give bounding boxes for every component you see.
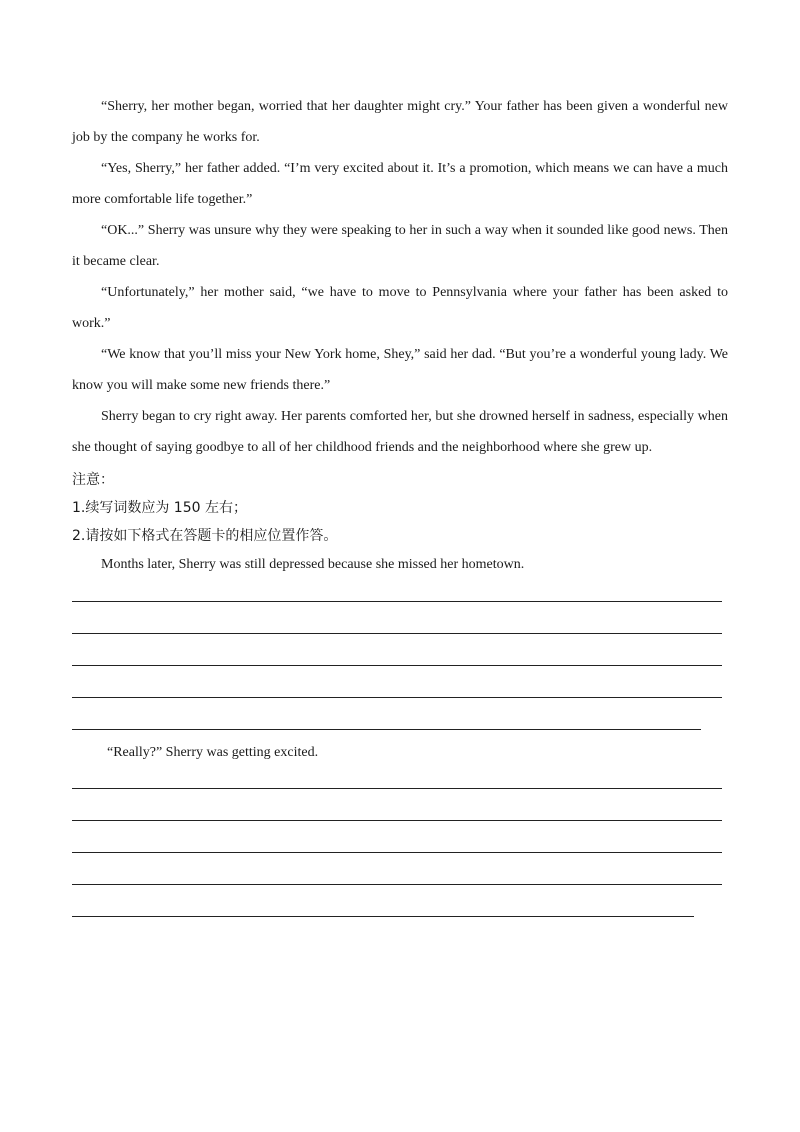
story-paragraph-3: “OK...” Sherry was unsure why they were speaking to her in such a way when it sounded like good news. Then it became clear. xyxy=(72,223,728,269)
answer-line-3[interactable] xyxy=(72,665,722,666)
story-paragraph-1: “Sherry, her mother began, worried that her daughter might cry.” Your father has been given a wonderful new job by the company he works for. xyxy=(72,99,728,145)
answer-line-10[interactable] xyxy=(72,916,694,917)
story-paragraph-5: “We know that you’ll miss your New York home, Shey,” said her dad. “But you’re a wonderful young lady. We know you will make some new friends there.” xyxy=(72,347,728,393)
answer-line-4[interactable] xyxy=(72,697,722,698)
story-paragraph-2: “Yes, Sherry,” her father added. “I’m very excited about it. It’s a promotion, which means we can have a much more comfortable life together.” xyxy=(72,161,728,207)
answer-line-1[interactable] xyxy=(72,601,722,602)
answer-line-7[interactable] xyxy=(72,820,722,821)
note-item-1: 1.续写词数应为 150 左右； xyxy=(72,500,247,516)
answer-line-5[interactable] xyxy=(72,729,701,730)
continuation-para2-start: “Really?” Sherry was getting excited. xyxy=(107,745,319,760)
story-paragraph-6: Sherry began to cry right away. Her parents comforted her, but she drowned herself in sadness, especially when she thought of saying goodbye to all of her childhood friends and the neighborhood where she grew up. xyxy=(72,409,728,455)
answer-line-9[interactable] xyxy=(72,884,722,885)
answer-line-6[interactable] xyxy=(72,788,722,789)
answer-line-8[interactable] xyxy=(72,852,722,853)
notes-heading: 注意： xyxy=(72,472,114,488)
note-item-2: 2.请按如下格式在答题卡的相应位置作答。 xyxy=(72,528,338,544)
continuation-para1-start: Months later, Sherry was still depressed because she missed her hometown. xyxy=(101,557,525,572)
story-paragraph-4: “Unfortunately,” her mother said, “we have to move to Pennsylvania where your father has been asked to work.” xyxy=(72,285,728,331)
answer-line-2[interactable] xyxy=(72,633,722,634)
